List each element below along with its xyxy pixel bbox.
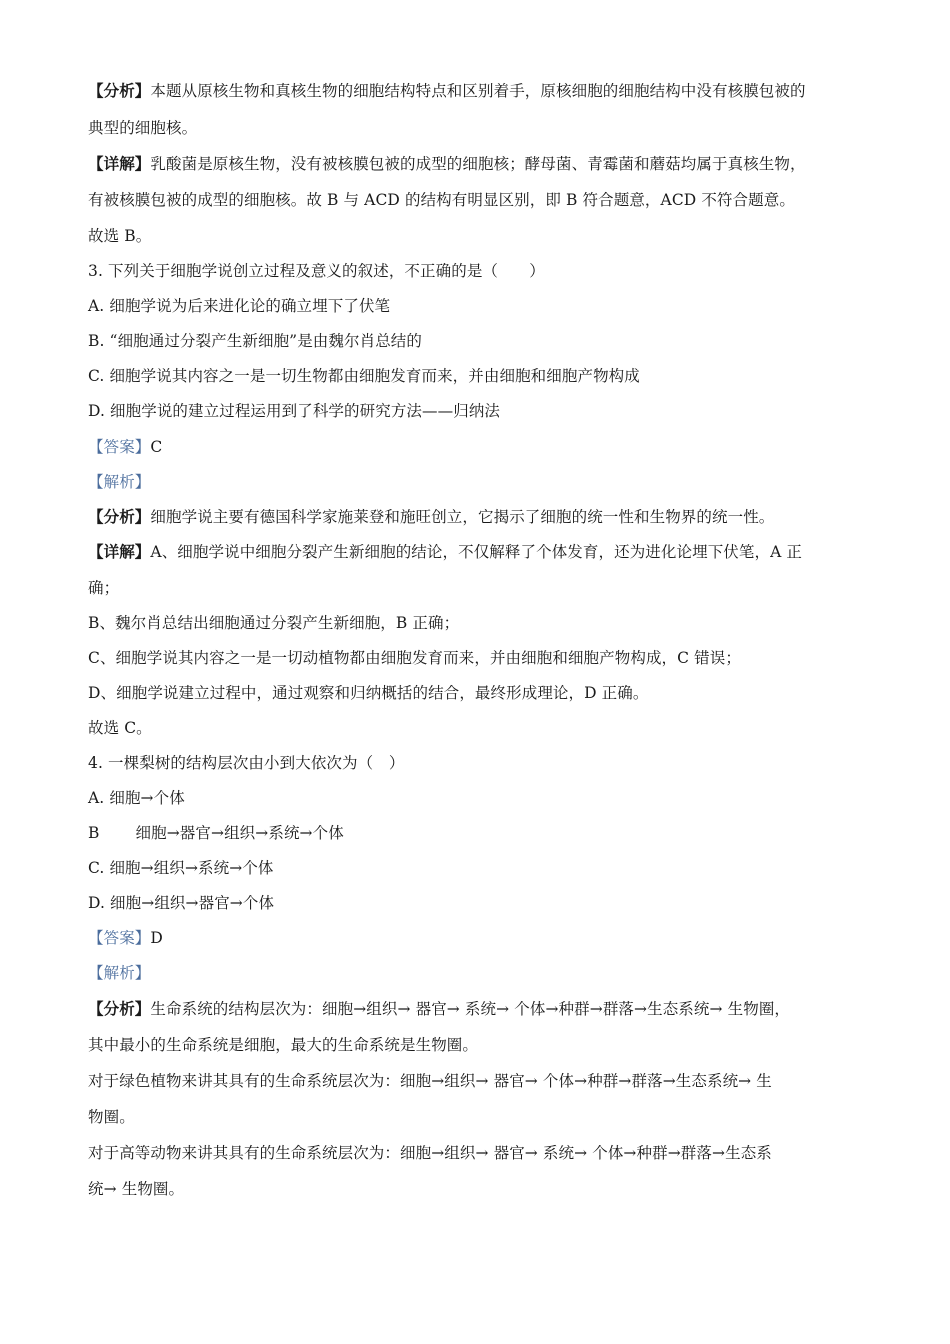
analysis-tag: 【分析】 [88, 81, 151, 100]
q2-detail-text-1: 乳酸菌是原核生物，没有被核膜包被的成型的细胞核；酵母菌、青霉菌和蘑菇均属于真核生物， [150, 155, 806, 173]
q2-detail-text-2: 有被核膜包被的成型的细胞核。故 B 与 ACD 的结构有明显区别，即 B 符合题意，ACD 不符合题意。 [88, 191, 795, 209]
q4-answer: D [150, 929, 163, 947]
q4-option-b-text: 细胞→器官→组织→系统→个体 [135, 824, 344, 842]
q4-option-c: C. 细胞→组织→系统→个体 [88, 859, 274, 877]
q3-detail-line-2: 确； [88, 579, 120, 597]
q2-analysis-text-1: 本题从原核生物和真核生物的细胞结构特点和区别着手，原核细胞的细胞结构中没有核膜包被的 [150, 82, 806, 100]
analysis-tag: 【分析】 [88, 507, 151, 526]
q3-detail-text-1: A、细胞学说中细胞分裂产生新细胞的结论，不仅解释了个体发育，还为进化论埋下伏笔，A 正 [150, 543, 803, 561]
q3-question: 3. 下列关于细胞学说创立过程及意义的叙述，不正确的是（ ） [88, 262, 545, 280]
q4-analysis-line-1 [88, 998, 870, 1020]
explain-tag: 【解析】 [88, 473, 151, 491]
answer-tag: 【答案】 [88, 929, 151, 947]
q3-detail-line-1 [88, 541, 870, 563]
q3-answer: C [150, 438, 163, 456]
detail-tag: 【详解】 [88, 542, 151, 561]
q3-analysis-line [88, 506, 870, 528]
q4-answer-line [88, 927, 870, 949]
q3-option-d: D. 细胞学说的建立过程运用到了科学的研究方法——归纳法 [88, 402, 501, 420]
q4-analysis-text-1: 生命系统的结构层次为：细胞→组织→ 器官→ 系统→ 个体→种群→群落→生态系统→ 生物圈， [150, 1000, 791, 1018]
explain-tag: 【解析】 [88, 964, 151, 982]
q4-analysis-line-2: 其中最小的生命系统是细胞，最大的生命系统是生物圈。 [88, 1036, 479, 1054]
q2-conclusion: 故选 B。 [88, 227, 152, 245]
q2-analysis-line-1 [88, 80, 870, 102]
detail-tag: 【详解】 [88, 154, 151, 173]
q3-analysis-text: 细胞学说主要有德国科学家施莱登和施旺创立，它揭示了细胞的统一性和生物界的统一性。 [150, 508, 775, 526]
q2-detail-line-1 [88, 153, 870, 175]
q4-option-b-letter: B [88, 824, 100, 842]
q4-plant-line-1: 对于绿色植物来讲其具有的生命系统层次为：细胞→组织→ 器官→ 个体→种群→群落→生态系统→ 生 [88, 1072, 772, 1090]
q2-detail-line-2 [88, 189, 870, 211]
q3-option-a: A. 细胞学说为后来进化论的确立埋下了伏笔 [88, 297, 391, 315]
q2-analysis-text-2: 典型的细胞核。 [88, 119, 198, 137]
q3-option-b: B. “细胞通过分裂产生新细胞”是由魏尔肖总结的 [88, 332, 422, 350]
q2-analysis-line-2 [88, 117, 870, 139]
q4-question: 4. 一棵梨树的结构层次由小到大依次为（ ） [88, 754, 405, 772]
q4-option-d: D. 细胞→组织→器官→个体 [88, 894, 275, 912]
q4-option-b [88, 822, 870, 844]
q4-animal-line-2: 统→ 生物圈。 [88, 1180, 185, 1198]
answer-tag: 【答案】 [88, 438, 151, 456]
q3-conclusion: 故选 C。 [88, 719, 152, 737]
q4-plant-line-2: 物圈。 [88, 1108, 135, 1126]
q3-detail-d: D、细胞学说建立过程中，通过观察和归纳概括的结合，最终形成理论，D 正确。 [88, 684, 649, 702]
q4-animal-line-1: 对于高等动物来讲其具有的生命系统层次为：细胞→组织→ 器官→ 系统→ 个体→种群→群落→生态系 [88, 1144, 772, 1162]
q3-answer-line [88, 436, 870, 458]
q4-explain-line [88, 962, 870, 984]
q4-option-a: A. 细胞→个体 [88, 789, 185, 807]
q3-explain-line [88, 471, 870, 493]
analysis-tag: 【分析】 [88, 999, 151, 1018]
q3-detail-c: C、细胞学说其内容之一是一切动植物都由细胞发育而来，并由细胞和细胞产物构成，C 错误； [88, 649, 741, 667]
q3-option-c: C. 细胞学说其内容之一是一切生物都由细胞发育而来，并由细胞和细胞产物构成 [88, 367, 640, 385]
q3-detail-b: B、魏尔肖总结出细胞通过分裂产生新细胞，B 正确； [88, 614, 460, 632]
